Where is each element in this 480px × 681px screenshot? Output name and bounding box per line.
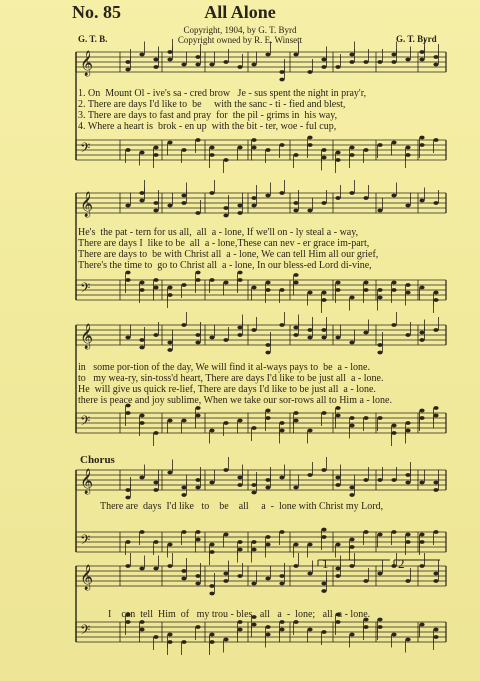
svg-text:𝄞: 𝄞 [80,565,94,590]
words-credit: G. T. B. [78,34,108,44]
first-ending-number: 1 [322,556,329,571]
verse-lyric-line: to my wea-ry, sin-toss'd heart, There are days I'd like to be just all a - lone. [78,373,384,384]
verse-lyric-line: There are days I like to be all a - lone,These can nev - er grace im-part, [78,238,370,249]
verse-lyric-line: 2. There are days I'd like to be with the sanc - ti - fied and blest, [78,99,346,110]
second-ending-number: 2 [398,556,405,571]
copyright-line-2: Copyright owned by R. E. Winsett [177,35,303,45]
svg-text:𝄞: 𝄞 [80,469,94,494]
svg-text:𝄢: 𝄢 [80,532,91,551]
hymn-number: No. 85 [72,2,121,22]
verse-lyric-line: in some por-tion of the day, We will find it al-ways pays to be a - lone. [78,362,370,373]
svg-text:𝄞: 𝄞 [80,51,94,76]
verse-lyric-line: there is peace and joy sublime, When we take our sor-rows all to Him a - lone. [78,395,392,406]
music-credit: G. T. Byrd [396,34,437,44]
svg-text:𝄢: 𝄢 [80,280,91,299]
svg-text:𝄞: 𝄞 [80,324,94,349]
verse-lyric-line: 4. Where a heart is brok - en up with the bit - ter, woe - ful cup, [78,121,337,132]
svg-text:𝄢: 𝄢 [80,140,91,159]
verse-lyric-line: He will give us quick re-lief, There are days I'd like to be just all a - lone. [78,384,376,395]
svg-text:𝄢: 𝄢 [80,622,91,641]
chorus-lyric-line: I can tell Him of my trou - bles all a - lone; all a - lone. [108,609,371,620]
verse-lyric-line: 3. There are days to fast and pray for the pil - grims in his way, [78,110,338,121]
hymn-title: All Alone [204,2,276,22]
verse-lyric-line: There are days to be with Christ all a - lone, We can tell Him all our grief, [78,249,379,260]
verse-lyric-line: 1. On Mount Ol - ive's sa - cred brow Je - sus spent the night in pray'r, [78,88,367,99]
svg-text:𝄞: 𝄞 [80,192,94,217]
verse-lyric-line: He's the pat - tern for us all, all a - lone, If we'll on - ly steal a - way, [78,227,359,238]
svg-text:𝄢: 𝄢 [80,413,91,432]
chorus-label: Chorus [80,454,115,466]
verse-lyric-line: There's the time to go to Christ all a - lone, In our bless-ed Lord di-vine, [78,260,372,271]
chorus-lyric-line: There are days I'd like to be all a - lone with Christ my Lord, [100,501,384,512]
copyright-line-1: Copyright, 1904, by G. T. Byrd [183,25,297,35]
